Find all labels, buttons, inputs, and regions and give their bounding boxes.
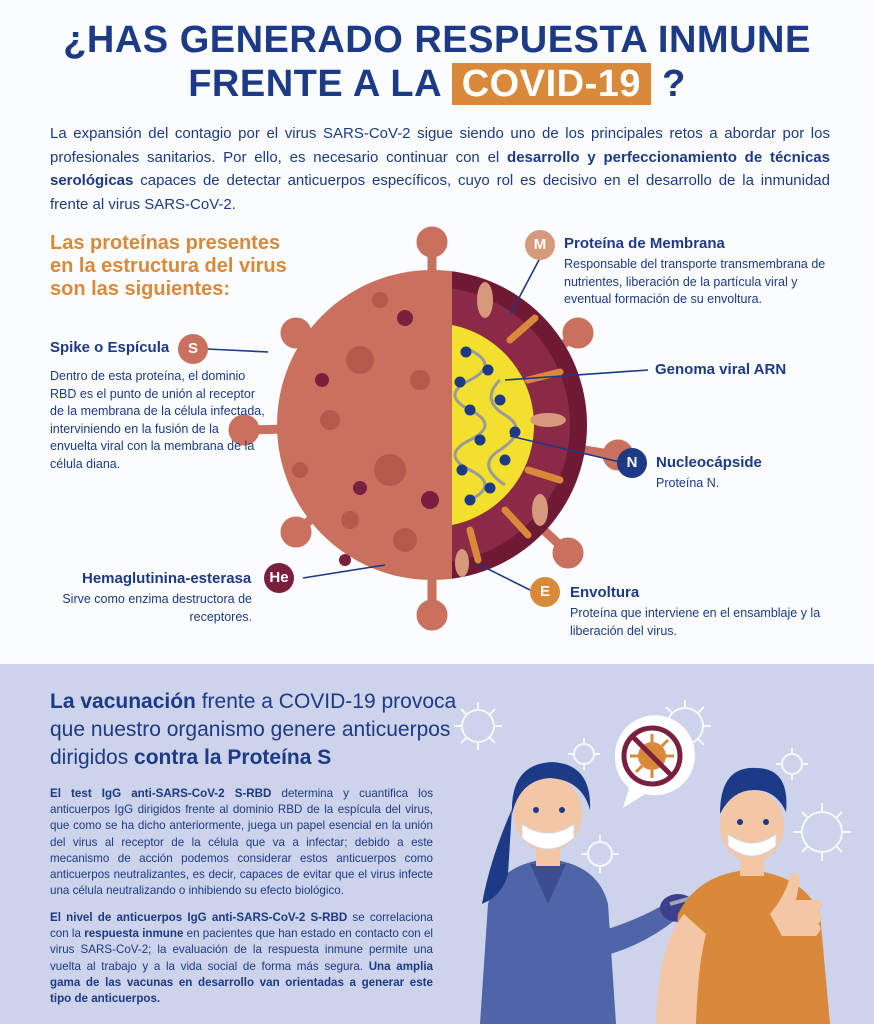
intro-text-2: capaces de detectar anticuerpos específicos, cuyo rol es decisivo en el desarrollo de la inmunidad frente al virus SARS-CoV-2. <box>50 172 830 213</box>
vaccination-paragraph-1 <box>50 786 433 899</box>
title-line-2-suffix: ? <box>662 63 686 105</box>
membrane-title: Proteína de Membrana <box>564 235 725 252</box>
title-line-1: ¿HAS GENERADO RESPUESTA INMUNE <box>63 19 811 61</box>
nucleocapsid-description: Proteína N. <box>656 476 720 490</box>
hemagglutinin-title: Hemaglutinina-esterasa <box>82 570 252 587</box>
no-virus-speech-bubble <box>615 715 695 808</box>
vaccination-paragraph-2 <box>50 910 433 1007</box>
envelope-title: Envoltura <box>570 584 640 601</box>
title-highlight: COVID-19 <box>452 63 651 105</box>
proteins-heading: Las proteínas presentes en la estructura del virus son las siguientes: <box>50 232 287 300</box>
intro-text-1: La expansión del contagio por el virus SARS-CoV-2 sigue siendo uno de los principales retos a abordar por los profesionales sanitarios. Por ello, es necesario continuar con el <box>50 125 830 166</box>
envelope-badge: E <box>530 577 560 607</box>
intro-bold-text: desarrollo y perfeccionamiento de técnicas serológicas <box>50 148 830 189</box>
spike-title: Spike o Espícula <box>50 339 170 356</box>
p1-text: determina y cuantifica los anticuerpos IgG dirigidos frente al dominio RBD de la espícula del virus, que como se ha dicho anteriormente, juega un papel esencial en la unión del virus al receptor de la célula que va a infectar; debido a este mecanismo de acción podemos considerar estos anticuerpos como anticuerpos neutralizantes, es decir, capaces de evitar que el virus infecte una célula neutralizando o inhibiendo su efecto biológico. <box>50 787 433 898</box>
spike-badge: S <box>178 334 208 364</box>
nucleocapsid-badge: N <box>617 448 647 478</box>
p2-text-a: se correlaciona con la <box>50 911 433 941</box>
title-line-2-prefix: FRENTE A LA <box>188 63 441 105</box>
hemagglutinin-badge: He <box>264 563 294 593</box>
nucleocapsid-title: Nucleocápside <box>656 454 762 471</box>
genome-title: Genoma viral ARN <box>655 361 787 378</box>
p1-bold: El test IgG anti-SARS-CoV-2 S-RBD <box>50 787 272 800</box>
vaccination-heading-bold: La vacunación <box>50 690 196 713</box>
p2-bold-2: respuesta inmune <box>84 927 184 941</box>
p2-bold-3: Una amplia gama de las vacunas en desarrollo van orientadas a generar este tipo de anticuerpos. <box>50 959 433 1006</box>
vaccination-heading-text: frente a COVID-19 provoca que nuestro organismo genere anticuerpos dirigidos <box>50 690 457 769</box>
hemagglutinin-description: Sirve como enzima destructora de receptores. <box>62 592 252 624</box>
membrane-description: Responsable del transporte transmembrana de nutrientes, liberación de la partícula viral y eventual formación de su envoltura. <box>564 257 826 306</box>
envelope-description: Proteína que interviene en el ensamblaje y la liberación del virus. <box>570 606 821 638</box>
p2-text-b: en pacientes que han estado en contacto con el virus SARS-CoV-2; la evaluación de la respuesta inmune permite una vuelta al trabajo y a la vida social de forma más segura. <box>50 927 433 973</box>
spike-description: Dentro de esta proteína, el dominio RBD es el punto de unión al receptor de la membrana de la célula infectada, interviniendo en la fusión de la envuelta viral con la membrana de la célula diana. <box>50 369 265 471</box>
vaccination-heading-bold-2: contra la Proteína S <box>134 746 332 769</box>
vaccination-illustration <box>440 664 874 1024</box>
membrane-badge: M <box>525 230 555 260</box>
p2-bold: El nivel de anticuerpos IgG anti-SARS-CoV-2 S-RBD <box>50 911 348 924</box>
vaccination-heading <box>50 688 470 772</box>
